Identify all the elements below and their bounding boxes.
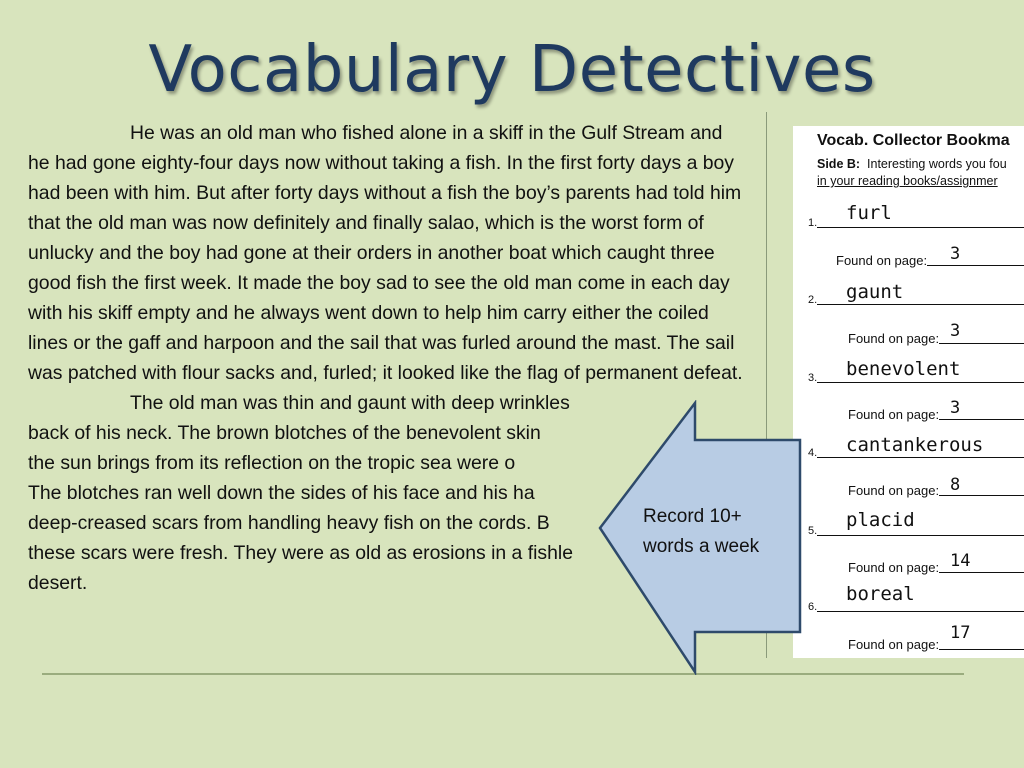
entry-line-5: 5. <box>808 522 1024 537</box>
entry-line-6: 6. <box>808 598 1024 613</box>
vocab-word: placid <box>846 509 915 531</box>
bookmark-side-b <box>817 156 1007 190</box>
entry-line-2: 2. <box>808 291 1024 306</box>
found-on-page: Found on page: <box>836 253 1024 268</box>
found-on-page: Found on page: <box>848 407 1024 422</box>
vocab-word: boreal <box>846 583 915 605</box>
vocab-word: cantankerous <box>846 434 984 456</box>
found-on-page: Found on page: <box>848 637 1024 652</box>
passage-line: these scars were fresh. They were as old as erosions in a fishle <box>28 542 573 564</box>
entry-line-4: 4. <box>808 444 1024 459</box>
vocab-bookmark-image <box>793 126 1024 658</box>
page-number: 3 <box>950 398 961 418</box>
found-on-page: Found on page: <box>848 560 1024 575</box>
passage-line: back of his neck. The brown blotches of the benevolent skin <box>28 422 541 444</box>
vocab-word: benevolent <box>846 358 961 380</box>
passage-line: desert. <box>28 572 88 594</box>
side-text-2: in your reading books/assignmer <box>817 174 998 188</box>
side-text: Interesting words you fou <box>867 157 1007 171</box>
page-number: 17 <box>950 623 971 643</box>
passage-line: the sun brings from its reflection on the tropic sea were o <box>28 452 516 474</box>
vocab-word: furl <box>846 202 892 224</box>
bookmark-title: Vocab. Collector Bookma <box>817 132 1010 149</box>
horizontal-divider <box>42 673 964 675</box>
callout-text: Record 10+ words a week <box>643 506 760 557</box>
page-number: 3 <box>950 244 961 264</box>
entry-line-3: 3. <box>808 369 1024 384</box>
page-number: 8 <box>950 475 961 495</box>
side-label: Side B: <box>817 157 861 171</box>
vocab-word: gaunt <box>846 281 904 303</box>
found-on-page: Found on page: <box>848 483 1024 498</box>
page-number: 3 <box>950 321 961 341</box>
slide-title: Vocabulary Detectives <box>148 33 876 107</box>
entry-line-1: 1. <box>808 214 1024 229</box>
passage-line: The blotches ran well down the sides of his face and his ha <box>28 482 535 504</box>
passage-line: The old man was thin and gaunt with deep wrinkles <box>130 392 570 414</box>
page-number: 14 <box>950 551 971 571</box>
found-on-page: Found on page: <box>848 331 1024 346</box>
passage-line: deep-creased scars from handling heavy fish on the cords. B <box>28 512 550 534</box>
passage-paragraph-1: He was an old man who fished alone in a skiff in the Gulf Stream and he had gone eighty-four days now without taking a fish. In the first forty days a boy had been with him. But after forty days without a fish the boy’s parents had told him that the old man was now definitely and finally salao, which is the worst form of unlucky and the boy had gone at their orders in another boat which caught three good fish the first week. It made the boy sad to see the old man come in each day with his skiff empty and he always went down to help him carry either the coiled lines or the gaff and harpoon and the sail that was furled around the mast. The sail was patched with flour sacks and, furled; it looked like the flag of permanent defeat. <box>28 122 743 384</box>
